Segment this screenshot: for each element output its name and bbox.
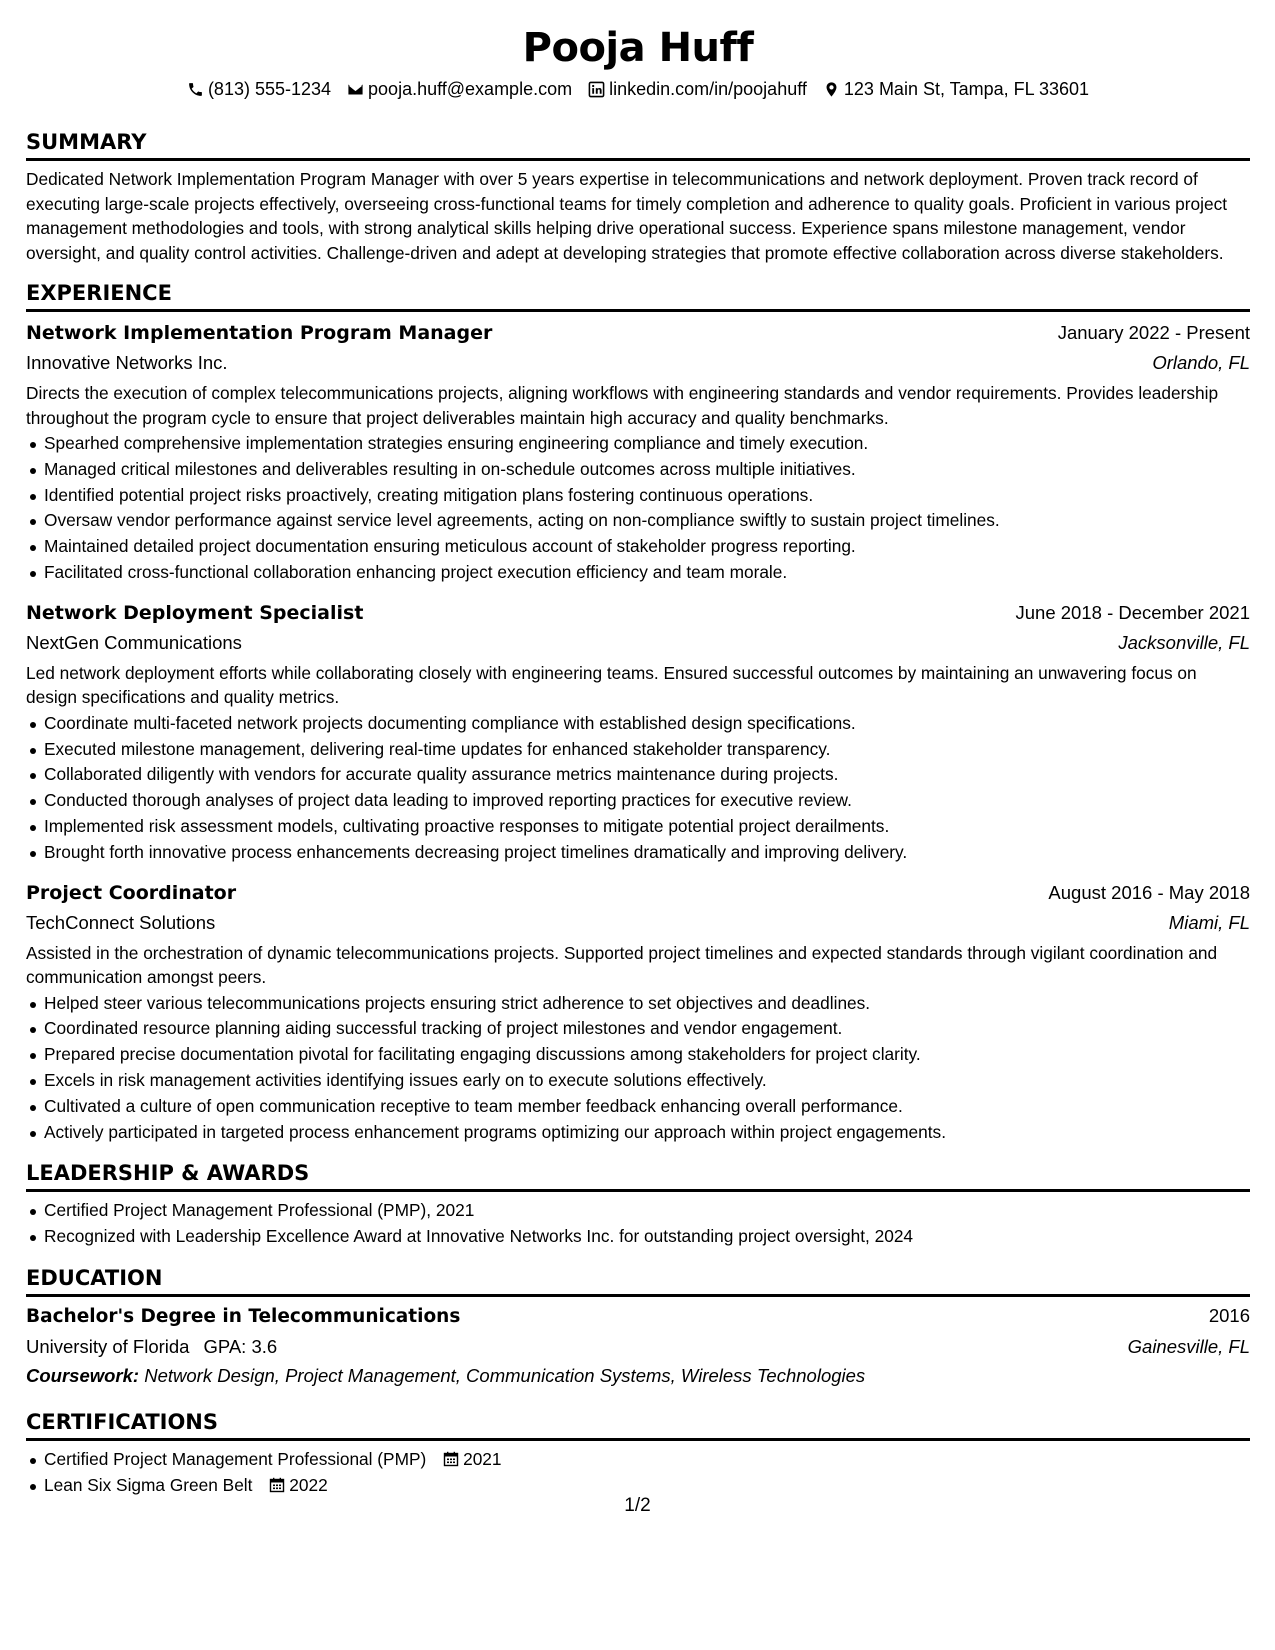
linkedin-icon xyxy=(588,81,605,98)
list-item: Conducted thorough analyses of project data leading to improved reporting practices for executive review. xyxy=(26,788,1250,814)
list-item: Collaborated diligently with vendors for accurate quality assurance metrics maintenance during projects. xyxy=(26,762,1250,788)
email-text: pooja.huff@example.com xyxy=(368,79,573,99)
school-name: University of Florida xyxy=(26,1335,190,1357)
summary-section xyxy=(26,128,1250,265)
job-location: Orlando, FL xyxy=(1152,352,1250,373)
list-item xyxy=(26,1447,1250,1473)
candidate-name: Pooja Huff xyxy=(522,25,754,71)
envelope-icon xyxy=(347,81,364,98)
section-title-experience: EXPERIENCE xyxy=(26,279,1250,312)
contact-bar xyxy=(26,78,1250,100)
section-title-leadership: LEADERSHIP & AWARDS xyxy=(26,1159,1250,1192)
resume-page xyxy=(26,22,1250,1499)
certification-year: 2021 xyxy=(463,1448,502,1469)
job-entry xyxy=(26,598,1250,866)
certification-name: Certified Project Management Professional (PMP) xyxy=(44,1448,427,1469)
list-item: Maintained detailed project documentation ensuring meticulous account of stakeholder progress reporting. xyxy=(26,534,1250,560)
list-item: Actively participated in targeted process enhancement programs optimizing our approach within project engagements. xyxy=(26,1120,1250,1146)
job-description: Assisted in the orchestration of dynamic telecommunications projects. Supported project timelines and expected standards through vigilant coordination and communication amongst peers. xyxy=(26,942,1218,988)
job-company: NextGen Communications xyxy=(26,631,242,653)
list-item: Brought forth innovative process enhancements decreasing project timelines dramatically and improving delivery. xyxy=(26,840,1250,866)
list-item: Excels in risk management activities identifying issues early on to execute solutions effectively. xyxy=(26,1068,1250,1094)
experience-section xyxy=(26,279,1250,1145)
list-item: Identified potential project risks proactively, creating mitigation plans fostering continuous operations. xyxy=(26,483,1250,509)
list-item: Helped steer various telecommunications projects ensuring strict adherence to set objectives and deadlines. xyxy=(26,991,1250,1017)
coursework xyxy=(26,1362,1250,1390)
list-item: Facilitated cross-functional collaboration enhancing project execution efficiency and team morale. xyxy=(26,560,1250,586)
coursework-label: Coursework: xyxy=(26,1364,140,1386)
list-item: Cultivated a culture of open communication receptive to team member feedback enhancing overall performance. xyxy=(26,1094,1250,1120)
job-location: Miami, FL xyxy=(1168,911,1250,933)
contact-linkedin[interactable] xyxy=(588,78,807,100)
list-item: Certified Project Management Professional (PMP), 2021 xyxy=(26,1198,1250,1224)
list-item: Coordinate multi-faceted network projects documenting compliance with established design specifications. xyxy=(26,711,1250,737)
job-title: Network Implementation Program Manager xyxy=(26,322,493,344)
job-bullets xyxy=(26,991,1250,1146)
job-entry xyxy=(26,318,1250,586)
job-dates: January 2022 - Present xyxy=(1057,322,1250,343)
linkedin-text: linkedin.com/in/poojahuff xyxy=(609,79,807,99)
calendar-icon xyxy=(269,1477,285,1493)
certification-year: 2022 xyxy=(289,1474,328,1495)
contact-email[interactable] xyxy=(347,78,572,100)
calendar-icon xyxy=(443,1451,459,1467)
list-item: Spearhed comprehensive implementation strategies ensuring engineering compliance and timely execution. xyxy=(26,431,1250,457)
job-description: Led network deployment efforts while collaborating closely with engineering teams. Ensured successful outcomes by maintaining an unwavering focus on design specifications and quality metrics. xyxy=(26,662,1197,708)
list-item: Executed milestone management, delivering real-time updates for enhanced stakeholder transparency. xyxy=(26,737,1250,763)
certifications-section xyxy=(26,1408,1250,1499)
job-company: Innovative Networks Inc. xyxy=(26,352,228,373)
gpa: GPA: 3.6 xyxy=(203,1335,278,1357)
job-bullets xyxy=(26,711,1250,866)
leadership-section xyxy=(26,1159,1250,1250)
coursework-list: Network Design, Project Management, Communication Systems, Wireless Technologies xyxy=(144,1364,866,1386)
list-item: Managed critical milestones and deliverables resulting in on-schedule outcomes across multiple initiatives. xyxy=(26,457,1250,483)
list-item: Prepared precise documentation pivotal for facilitating engaging discussions among stakeholders for project clarity. xyxy=(26,1042,1250,1068)
phone-icon xyxy=(187,81,204,98)
address-text: 123 Main St, Tampa, FL 33601 xyxy=(843,79,1090,99)
list-item: Implemented risk assessment models, cultivating proactive responses to mitigate potential project derailments. xyxy=(26,814,1250,840)
list-item: Coordinated resource planning aiding successful tracking of project milestones and vendor engagement. xyxy=(26,1016,1250,1042)
phone-text: (813) 555-1234 xyxy=(207,79,332,99)
section-title-certifications: CERTIFICATIONS xyxy=(26,1408,1250,1441)
map-pin-icon xyxy=(823,81,840,98)
list-item: Recognized with Leadership Excellence Award at Innovative Networks Inc. for outstanding project oversight, 2024 xyxy=(26,1224,1250,1250)
job-title: Project Coordinator xyxy=(26,881,237,904)
section-title-summary: SUMMARY xyxy=(26,128,1250,161)
job-dates: June 2018 - December 2021 xyxy=(1015,601,1250,623)
leadership-list xyxy=(26,1198,1250,1250)
job-location: Jacksonville, FL xyxy=(1118,631,1250,653)
education-section xyxy=(26,1264,1250,1390)
school-location: Gainesville, FL xyxy=(1127,1335,1250,1357)
job-entry xyxy=(26,878,1250,1146)
contact-phone[interactable] xyxy=(187,78,331,100)
job-description: Directs the execution of complex telecommunications projects, aligning workflows with engineering standards and vendor requirements. Provides leadership throughout the program cycle to ensure that project deliverables maintain high accuracy and quality benchmarks. xyxy=(26,383,1219,428)
job-dates: August 2016 - May 2018 xyxy=(1048,881,1250,903)
degree-title: Bachelor's Degree in Telecommunications xyxy=(26,1305,461,1327)
summary-text: Dedicated Network Implementation Program Manager with over 5 years expertise in telecommunications and network deployment. Proven track record of executing large-scale projects effectively, overseeing cross-functional teams for timely completion and adherence to quality goals. Proficient in various project management methodologies and tools, with strong analytical skills helping drive operational success. Experience spans milestone management, vendor oversight, and quality control activities. Challenge-driven and adept at developing strategies that promote effective collaboration across diverse stakeholders. xyxy=(26,169,1228,263)
certifications-list xyxy=(26,1447,1250,1499)
page-number: 1/2 xyxy=(624,1495,651,1516)
list-item: Oversaw vendor performance against service level agreements, acting on non-compliance swiftly to sustain project timelines. xyxy=(26,508,1250,534)
job-bullets xyxy=(26,431,1250,586)
graduation-year: 2016 xyxy=(1208,1304,1250,1326)
section-title-education: EDUCATION xyxy=(26,1264,1250,1297)
job-company: TechConnect Solutions xyxy=(26,911,216,933)
job-title: Network Deployment Specialist xyxy=(26,601,364,624)
certification-name: Lean Six Sigma Green Belt xyxy=(44,1474,253,1495)
contact-address xyxy=(823,78,1089,100)
